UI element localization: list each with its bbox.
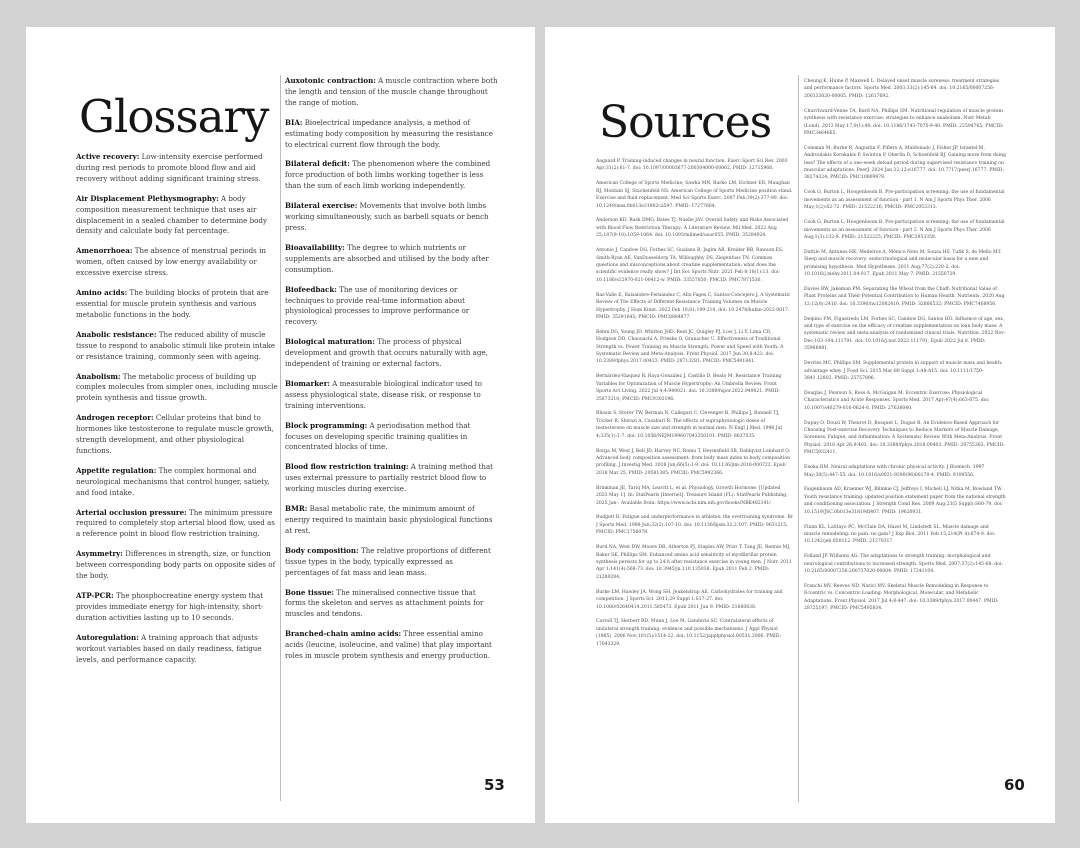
glossary-definition: The degree to which nutrients or supplements are absorbed and utilised by the body after consumption.: [285, 242, 489, 274]
glossary-term: Air Displacement Plethysmography:: [76, 193, 219, 203]
glossary-entry: [285, 201, 498, 234]
reference-entry: Dupuy O, Douzi W, Theurot D, Bosquet L, Dugué B. An Evidence-Based Approach for Choosing Post-exercise Recovery Techniques to Reduce Markers of Muscle Damage, Soreness, Fatigue, and Inflammation: A Systematic Review With Meta-Analysis. Front Physiol. 2018 Apr 26;9:403. doi: 10.3389/fphys.2018.00403. PMID: 29755363; PMCID: PMC5932411.: [804, 420, 1005, 456]
glossary-definition: The relative proportions of different tissue types in the body, typically expressed as percentages of fat mass and lean mass.: [285, 545, 491, 577]
glossary-entry: [76, 549, 278, 582]
glossary-definition: A training approach that adjusts workout variables based on daily readiness, fatigue levels, and performance capacity.: [76, 632, 262, 664]
glossary-definition: The phenomenon where the combined force production of both limbs working together is less than the sum of each limb working independently.: [285, 159, 491, 191]
reference-entry: Bernárdez-Vázquez R, Raya-González J, Castillo D, Beato M. Resistance Training Variables for Optimization of Muscle Hypertrophy: An Umbrella Review. Front Sports Act Living. 2022 Jul 4;4:949021. doi: 10.3389/fspor.2022.949021. PMID: 35873210; PMCID: PMC9302196.: [596, 374, 782, 402]
glossary-term: Appetite regulation:: [76, 465, 157, 475]
glossary-term: BMR:: [285, 504, 308, 514]
reference-entry: Budgett R. Fatigue and underperformance in athletes: the overtraining syndrome. Br J Sports Med. 1998 Jun;32(2):107-10. doi: 10.1136/bjsm.32.2.107. PMID: 9631215; PMCID: PMC1756078.: [596, 515, 793, 536]
glossary-definition: The phosphocreatine energy system that provides immediate energy for high-intensity, short-duration activities lasting up to 10 seconds.: [76, 591, 264, 622]
glossary-entry: [285, 285, 498, 329]
glossary-term: BIA:: [285, 117, 303, 127]
glossary-term: Amino acids:: [76, 288, 128, 298]
glossary-definition: Differences in strength, size, or function between corresponding body parts on opposite sides of the body.: [76, 549, 276, 581]
glossary-term: Body composition:: [285, 545, 359, 555]
reference-entry: Baz-Valle E, Balsalobre-Fernández C, Alix-Fages C, Santos-Concejero J. A Systematic Review of The Effects of Different Resistance Training Volumes on Muscle Hypertrophy. J Hum Kinet. 2022 Feb 10;81:199-210. doi: 10.2478/hukin-2022-0017. PMID: 35291645; PMCID: PMC8884877.: [596, 292, 791, 320]
sources-page: [545, 27, 1055, 823]
reference-entry: Douglas J, Pearson S, Ross A, McGuigan M. Eccentric Exercise: Physiological Characteristics and Acute Responses. Sports Med. 2017 Apr;47(4):663-675. doi: 10.1007/s40279-016-0624-8. PMID: 27638040.: [804, 390, 990, 411]
glossary-term: Androgen receptor:: [76, 413, 154, 423]
reference-entry: Flann KL, LaStayo PC, McClain DA, Hazel M, Lindstedt SL. Muscle damage and muscle remodeling: no pain, no gain? J Exp Biol. 2011 Feb 15;214(Pt 4):674-9. doi: 10.1242/jeb.050112. PMID: 21270317.: [804, 524, 996, 545]
page-number: 60: [1004, 776, 1025, 794]
glossary-entry: [285, 462, 498, 495]
reference-entry: Aagaard P. Training-induced changes in neural function. Exerc Sport Sci Rev. 2003 Apr;31(2):61-7. doi: 10.1097/00003677-200304000-00002. PMID: 12715968.: [596, 159, 788, 172]
reference-entry: Antonio J, Candow DG, Forbes SC, Gualano B, Jagim AR, Kreider RB, Rawson ES, Smith-Ryan AE, VanDusseldorp TA, Willoughby DS, Ziegenfuss TN. Common questions and misconceptions about creatine supplementation: what does the scientific evidence really show? J Int Soc Sports Nutr. 2021 Feb 8;18(1):13. doi: 10.1186/s12970-021-00412-w. PMID: 33557850; PMCID: PMC7871530.: [596, 248, 784, 283]
glossary-entry: [76, 330, 278, 363]
reference-entry: Behm DG, Young JD, Whitten JHD, Reid JC, Quigley PJ, Low J, Li Y, Lima CD, Hodgson DD, Chaouachi A, Prieske O, Granacher U. Effectiveness of Traditional Strength vs. Power Training on Muscle Strength, Power and Speed with Youth: A Systematic Review and Meta-Analysis. Front Physiol. 2017 Jun 30;8:423. doi: 10.3389/fphys.2017.00423. PMID: 28713281; PMCID: PMC5491841.: [596, 329, 784, 365]
glossary-entry: [76, 633, 278, 666]
glossary-term: Anabolism:: [76, 371, 121, 381]
glossary-entry: [285, 118, 498, 151]
glossary-entry: [76, 591, 278, 624]
glossary-entry: [76, 413, 278, 457]
reference-entry: Brinkman JE, Tariq MA, Leavitt L, et al. Physiology, Growth Hormone. [Updated 2023 May 1]. In: StatPearls [Internet]. Treasure Island (FL): StatPearls Publishing; 2025 Jan-. Available from: https://www.ncbi.nlm.nih.gov/books/NBK482141/: [596, 485, 788, 506]
glossary-entry: [76, 466, 278, 499]
glossary-term: Amenorrhoea:: [76, 246, 133, 256]
glossary-entry: [285, 421, 498, 454]
reference-entry: Faigenbaum AD, Kraemer WJ, Blimkie CJ, Jeffreys I, Micheli LJ, Nitka M, Rowland TW. Youth resistance training: updated position statement paper from the national strength and conditioning association. J Strength Cond Res. 2009 Aug;23(5 Suppl):S60-79. doi: 10.1519/JSC.0b013e31819df407. PMID: 19620931.: [804, 487, 1006, 515]
glossary-entry: [285, 629, 498, 662]
glossary-definition: Cellular proteins that bind to hormones like testosterone to regulate muscle growth, strength development, and other physiological functions.: [76, 413, 274, 455]
reference-entry: Delpino FM, Figueiredo LM, Forbes SC, Candow DG, Santos HO. Influence of age, sex, and type of exercise on the efficacy of creatine supplementation on lean body mass: A systematic review and meta-analysis of randomized clinical trials. Nutrition. 2022 Nov-Dec;103-104:111791. doi: 10.1016/j.nut.2022.111791. Epub 2022 Jul 8. PMID: 35986981.: [804, 316, 1006, 352]
glossary-entry: [285, 504, 498, 537]
glossary-definition: The building blocks of protein that are essential for muscle protein synthesis and various metabolic functions in the body.: [76, 288, 269, 319]
glossary-term: Block programming:: [285, 420, 368, 430]
glossary-entry: [285, 546, 498, 579]
glossary-definition: Three essential amino acids (leucine, isoleucine, and valine) that play important roles in muscle protein synthesis and energy production.: [285, 629, 492, 661]
glossary-definition: A periodisation method that focuses on developing specific training qualities in concentrated blocks of time.: [285, 420, 471, 452]
glossary-term: Biological maturation:: [285, 337, 375, 347]
reference-entry: Burd NA, West DW, Moore DR, Atherton PJ, Staples AW, Prior T, Tang JE, Rennie MJ, Baker SK, Phillips SM. Enhanced amino acid sensitivity of myofibrillar protein synthesis persists for up to 24 h after resistance exercise in young men. J Nutr. 2011 Apr 1;141(4):568-73. doi: 10.3945/jn.110.135038. Epub 2011 Feb 2. PMID: 21289204.: [596, 545, 792, 580]
glossary-term: Biomarker:: [285, 378, 331, 388]
glossary-term: Branched-chain amino acids:: [285, 629, 402, 639]
glossary-entry: [285, 379, 498, 412]
reference-entry: Bhasin S, Storer TW, Berman N, Callegari C, Clevenger B, Phillips J, Bunnell TJ, Tricker R, Shirazi A, Casaburi R. The effects of supraphysiologic doses of testosterone on muscle size and strength in normal men. N Engl J Med. 1996 Jul 4;335(1):1-7. doi: 10.1056/NEJM199607043350101. PMID: 8637535.: [596, 411, 782, 439]
reference-entry: Churchward-Venne TA, Burd NA, Phillips SM. Nutritional regulation of muscle protein synthesis with resistance exercise: strategies to enhance anabolism. Nutr Metab (Lond). 2012 May 17;9(1):40. doi: 10.1186/1743-7075-9-40. PMID: 22594765; PMCID: PMC3464665.: [804, 108, 1004, 136]
glossary-definition: A training method that uses external pressure to partially restrict blood flow to working muscles during exercise.: [285, 462, 494, 494]
reference-entry: Franchi MV, Reeves ND, Narici MV. Skeletal Muscle Remodeling in Response to Eccentric vs. Concentric Loading: Morphological, Molecular, and Metabolic Adaptations. Front Physiol. 2017 Jul 4;8:447. doi: 10.3389/fphys.2017.00447. PMID: 28725197; PMCID: PMC5495834.: [804, 584, 999, 612]
reference-entry: Burke LM, Hawley JA, Wong SH, Jeukendrup AE. Carbohydrates for training and competition. J Sports Sci. 2011;29 Suppl 1:S17-27. doi: 10.1080/02640414.2011.585473. Epub 2011 Jun 9. PMID: 21660838.: [596, 589, 783, 610]
reference-entry: Folland JP, Williams AG. The adaptations to strength training: morphological and neurological contributions to increased strength. Sports Med. 2007;37(2):145-68. doi: 10.2165/00007256-200737020-00004. PMID: 17241104.: [804, 554, 1003, 575]
glossary-entry: [76, 508, 278, 541]
glossary-entry: [76, 246, 278, 279]
glossary-term: Auxotonic contraction:: [285, 76, 376, 85]
reference-entry: Davies RW, Jakeman PM. Separating the Wheat from the Chaff: Nutritional Value of Plant Proteins and Their Potential Contribution to Human Health. Nutrients. 2020 Aug 12;12(8):2410. doi: 10.3390/nu12082410. PMID: 32806532; PMCID: PMC7468956.: [804, 286, 1005, 307]
glossary-entry: [76, 152, 278, 185]
glossary-term: Bilateral exercise:: [285, 201, 358, 211]
glossary-entry: [285, 337, 498, 370]
glossary-term: Biofeedback:: [285, 284, 337, 294]
glossary-entry: [285, 159, 498, 192]
glossary-definition: A body composition measurement technique that uses air displacement in a sealed chamber to determine body density and calculate body fat percentage.: [76, 193, 267, 236]
glossary-column-right: [285, 76, 498, 802]
glossary-entry: [76, 194, 278, 238]
glossary-term: Bioavailability:: [285, 242, 345, 252]
page-title: Glossary: [79, 90, 269, 143]
glossary-entry: [285, 243, 498, 276]
reference-entry: Dattilo M, Antunes HK, Medeiros A, Mônico Neto M, Souza HS, Tufik S, de Mello MT. Sleep and muscle recovery: endocrinological and molecular basis for a new and promising hypothesis. Med Hypotheses. 2011 Aug;77(2):220-2. doi: 10.1016/j.mehy.2011.04.017. Epub 2011 May 7. PMID: 21550729.: [804, 249, 1002, 278]
reference-entry: Coleman M, Burke R, Augustin F, Piñero A, Maldonado J, Fisher JP, Israetel M, Androulakis Korakakis P, Swinton P, Oberlin D, Schoenfeld BJ. Gaining more from doing less? The effects of a one-week deload period during supervised resistance training on muscular adaptations. PeerJ. 2024 Jan 22;12:e16777. doi: 10.7717/peerj.16777. PMID: 38274324; PMCID: PMC10809978.: [804, 145, 1006, 181]
glossary-definition: The absence of menstrual periods in women, often caused by low energy availability or excessive exercise stress.: [76, 246, 266, 278]
glossary-definition: The use of monitoring devices or techniques to provide real-time information about physiological processes to improve performance or recovery.: [285, 284, 470, 327]
page-title: Sources: [599, 97, 772, 148]
glossary-definition: Movements that involve both limbs working simultaneously, such as barbell squats or bench press.: [285, 201, 489, 232]
reference-entry: Cook G, Burton L, Hoogenboom B. Pre-participation screening: the use of fundamental movements as an assessment of function - part 1. N Am J Sports Phys Ther. 2006 May;1(2):62-72. PMID: 21522216; PMCID: PMC2953313.: [804, 190, 1005, 211]
glossary-term: Bilateral deficit:: [285, 159, 350, 169]
glossary-entry: [76, 372, 278, 405]
reference-entry: Devries MC, Phillips SM. Supplemental protein in support of muscle mass and health: advantage whey. J Food Sci. 2015 Mar;80 Suppl 1:A8-A15. doi: 10.1111/1750-3841.12802. PMID: 25757896.: [804, 361, 1003, 381]
sources-column-right: [804, 78, 1006, 802]
glossary-page: [26, 27, 535, 823]
column-divider: [280, 75, 281, 801]
glossary-term: Asymmetry:: [76, 549, 123, 559]
glossary-column-left: [76, 152, 278, 802]
reference-entry: Borga M, West J, Bell JD, Harvey NC, Romu T, Heymsfield SB, Dahlqvist Leinhard O. Advanced body composition assessment: from body mass index to body composition profiling. J Investig Med. 2018 Jun;66(5):1-9. doi: 10.1136/jim-2018-000722. Epub 2018 Mar 25. PMID: 29581385; PMCID: PMC5992366.: [596, 448, 791, 476]
column-divider: [798, 75, 799, 802]
glossary-term: Active recovery:: [76, 152, 140, 161]
glossary-definition: The complex hormonal and neurological mechanisms that control hunger, satiety, and food intake.: [76, 465, 270, 497]
glossary-definition: The reduced ability of muscle tissue to respond to anabolic stimuli like protein intake or resistance training, commonly seen with ageing.: [76, 329, 276, 361]
glossary-entry: [285, 76, 498, 109]
glossary-entry: [285, 588, 498, 621]
reference-entry: Carroll TJ, Herbert RD, Munn J, Lee M, Gandevia SC. Contralateral effects of unilateral strength training: evidence and possible mechanisms. J Appl Physiol (1985). 2006 Nov;101(5):1514-22. doi: 10.1152/japplphysiol.00531.2006. PMID: 17043329.: [596, 619, 781, 647]
glossary-term: Blood flow restriction training:: [285, 462, 409, 472]
reference-entry: Anderson KD, Rask DMG, Bates TJ, Nuelle JAV. Overall Safety and Risks Associated with Blood Flow Restriction Therapy: A Literature Review. Mil Med. 2022 Aug 25;187(9-10):1059-1064. doi: 10.1093/milmed/usac055. PMID: 35284924.: [596, 218, 789, 239]
glossary-entry: [76, 288, 278, 321]
reference-entry: Cook G, Burton L, Hoogenboom B. Pre-participation screening: the use of fundamental movements as an assessment of function - part 2. N Am J Sports Phys Ther. 2006 Aug;1(3):132-9. PMID: 21522225; PMCID: PMC2953359.: [804, 220, 1005, 240]
glossary-term: Bone tissue:: [285, 587, 335, 597]
glossary-definition: Low-intensity exercise performed during rest periods to promote blood flow and aid recovery without adding significant training stress.: [76, 152, 263, 183]
glossary-term: Arterial occlusion pressure:: [76, 507, 187, 517]
reference-entry: Cheung K, Hume P, Maxwell L. Delayed onset muscle soreness: treatment strategies and performance factors. Sports Med. 2003;33(2):145-64. doi: 10.2165/00007256-200333020-00005. PMID: 12617692.: [804, 79, 1000, 99]
glossary-term: ATP-PCR:: [76, 591, 114, 600]
glossary-term: Anabolic resistance:: [76, 329, 157, 339]
glossary-definition: The metabolic process of building up complex molecules from simpler ones, including muscle protein synthesis and tissue growth.: [76, 371, 278, 403]
glossary-definition: The mineralised connective tissue that forms the skeleton and serves as attachment points for muscles and tendons.: [285, 587, 484, 619]
glossary-definition: A measurable biological indicator used to assess physiological state, disease risk, or response to training interventions.: [285, 378, 483, 410]
glossary-term: Autoregulation:: [76, 632, 139, 642]
page-number: 53: [484, 776, 505, 794]
glossary-definition: Bioelectrical impedance analysis, a method of estimating body composition by measuring the resistance to electrical current flow through the body.: [285, 117, 493, 149]
reference-entry: Enoka RM. Neural adaptations with chronic physical activity. J Biomech. 1997 May;30(5):447-55. doi: 10.1016/s0021-9290(96)00170-4. PMID: 9109556.: [804, 465, 985, 478]
reference-entry: American College of Sports Medicine; Sawka MN, Burke LM, Eichner ER, Maughan RJ, Montain SJ, Stachenfeld NS. American College of Sports Medicine position stand. Exercise and fluid replacement. Med Sci Sports Exerc. 2007 Feb;39(2):377-90. doi: 10.1249/mss.0b013e31802ca597. PMID: 17277604.: [596, 181, 793, 209]
glossary-definition: A muscle contraction where both the length and tension of the muscle change throughout the range of motion.: [285, 76, 498, 107]
sources-column-left: [596, 158, 793, 808]
glossary-definition: The process of physical development and growth that occurs naturally with age, independent of training or external factors.: [285, 337, 488, 369]
glossary-definition: Basal metabolic rate, the minimum amount of energy required to maintain basic physiological functions at rest.: [285, 504, 493, 535]
glossary-definition: The minimum pressure required to completely stop arterial blood flow, used as a reference point in blood flow restriction training.: [76, 507, 275, 539]
